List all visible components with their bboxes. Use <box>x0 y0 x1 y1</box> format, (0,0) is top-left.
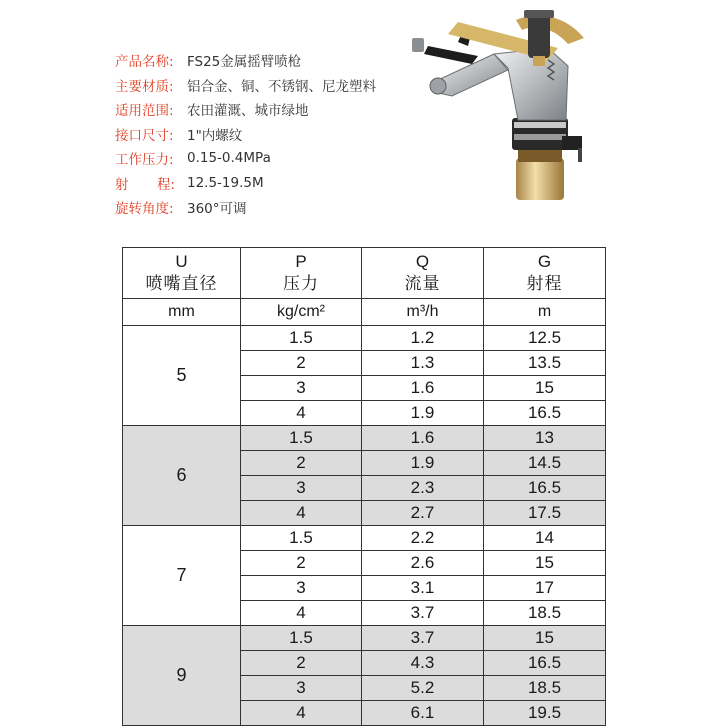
flow-cell: 3.7 <box>362 601 484 626</box>
header-name: 射程 <box>526 274 563 294</box>
spec-value: 0.15-0.4MPa <box>187 150 271 167</box>
spec-row-connection-size <box>115 122 376 147</box>
pressure-cell: 1.5 <box>241 526 362 551</box>
pressure-cell: 3 <box>241 676 362 701</box>
range-cell: 19.5 <box>484 701 606 726</box>
table-row <box>123 326 606 351</box>
range-cell: 16.5 <box>484 401 606 426</box>
header-code: Q <box>415 252 430 271</box>
pressure-cell: 1.5 <box>241 626 362 651</box>
spec-row-application <box>115 97 376 122</box>
header-cell-q <box>362 248 484 299</box>
flow-cell: 1.9 <box>362 451 484 476</box>
spec-label-part: 程: <box>156 176 175 193</box>
table-row <box>123 426 606 451</box>
header-name: 压力 <box>283 274 319 294</box>
pressure-cell: 4 <box>241 701 362 726</box>
flow-cell: 6.1 <box>362 701 484 726</box>
flow-cell: 1.3 <box>362 351 484 376</box>
spec-value: 12.5-19.5M <box>187 174 264 191</box>
spec-label-part: 射 <box>115 176 129 193</box>
unit-cell: m³/h <box>362 299 484 326</box>
spec-value: FS25金属摇臂喷枪 <box>187 54 302 71</box>
performance-table <box>122 247 606 726</box>
spec-row-rotation <box>115 195 376 220</box>
flow-cell: 4.3 <box>362 651 484 676</box>
header-code: U <box>175 252 188 271</box>
pressure-cell: 4 <box>241 501 362 526</box>
flow-cell: 2.3 <box>362 476 484 501</box>
spec-label: 旋转角度: <box>115 201 174 218</box>
range-cell: 18.5 <box>484 676 606 701</box>
pressure-cell: 2 <box>241 651 362 676</box>
flow-cell: 1.2 <box>362 326 484 351</box>
pressure-cell: 1.5 <box>241 326 362 351</box>
flow-cell: 1.9 <box>362 401 484 426</box>
header-name: 喷嘴直径 <box>145 274 218 294</box>
unit-cell: mm <box>123 299 241 326</box>
range-cell: 14 <box>484 526 606 551</box>
range-cell: 13.5 <box>484 351 606 376</box>
pressure-cell: 2 <box>241 451 362 476</box>
spec-list <box>115 48 376 220</box>
spec-label: 工作压力: <box>115 152 174 169</box>
nozzle-size-cell: 5 <box>123 326 241 426</box>
spec-label: 主要材质: <box>115 78 174 95</box>
pressure-cell: 3 <box>241 476 362 501</box>
pressure-cell: 3 <box>241 576 362 601</box>
range-cell: 15 <box>484 376 606 401</box>
nozzle-size-cell: 9 <box>123 626 241 726</box>
table-row <box>123 526 606 551</box>
flow-cell: 5.2 <box>362 676 484 701</box>
range-cell: 17 <box>484 576 606 601</box>
spec-value: 1"内螺纹 <box>187 127 243 144</box>
range-cell: 17.5 <box>484 501 606 526</box>
unit-row <box>123 299 606 326</box>
pressure-cell: 3 <box>241 376 362 401</box>
flow-cell: 1.6 <box>362 426 484 451</box>
header-cell-p <box>241 248 362 299</box>
range-cell: 18.5 <box>484 601 606 626</box>
pressure-cell: 2 <box>241 351 362 376</box>
pressure-cell: 4 <box>241 601 362 626</box>
range-cell: 16.5 <box>484 476 606 501</box>
spec-row-product-name <box>115 48 376 73</box>
spec-label: 适用范围: <box>115 103 174 120</box>
sprinkler-product-image <box>398 8 598 206</box>
pressure-cell: 2 <box>241 551 362 576</box>
header-name: 流量 <box>404 274 441 294</box>
range-cell: 15 <box>484 626 606 651</box>
spec-value: 农田灌溉、城市绿地 <box>187 103 309 120</box>
range-cell: 16.5 <box>484 651 606 676</box>
spec-row-material <box>115 73 376 98</box>
spec-value: 360°可调 <box>187 201 247 218</box>
flow-cell: 2.7 <box>362 501 484 526</box>
nozzle-size-cell: 6 <box>123 426 241 526</box>
header-cell-u <box>123 248 241 299</box>
flow-cell: 2.2 <box>362 526 484 551</box>
range-cell: 15 <box>484 551 606 576</box>
flow-cell: 3.1 <box>362 576 484 601</box>
range-cell: 14.5 <box>484 451 606 476</box>
header-code: G <box>537 252 552 271</box>
flow-cell: 1.6 <box>362 376 484 401</box>
spec-value: 铝合金、铜、不锈钢、尼龙塑料 <box>187 78 376 95</box>
pressure-cell: 1.5 <box>241 426 362 451</box>
spec-label: 产品名称: <box>115 54 174 71</box>
range-cell: 13 <box>484 426 606 451</box>
unit-cell: m <box>484 299 606 326</box>
flow-cell: 2.6 <box>362 551 484 576</box>
spec-label: 接口尺寸: <box>115 127 174 144</box>
range-cell: 12.5 <box>484 326 606 351</box>
pressure-cell: 4 <box>241 401 362 426</box>
flow-cell: 3.7 <box>362 626 484 651</box>
table-row <box>123 626 606 651</box>
nozzle-size-cell: 7 <box>123 526 241 626</box>
header-row <box>123 248 606 299</box>
spec-label <box>115 173 175 193</box>
header-code: P <box>295 252 307 271</box>
spec-row-range <box>115 171 376 196</box>
unit-cell: kg/cm² <box>241 299 362 326</box>
spec-row-pressure <box>115 146 376 171</box>
header-cell-g <box>484 248 606 299</box>
